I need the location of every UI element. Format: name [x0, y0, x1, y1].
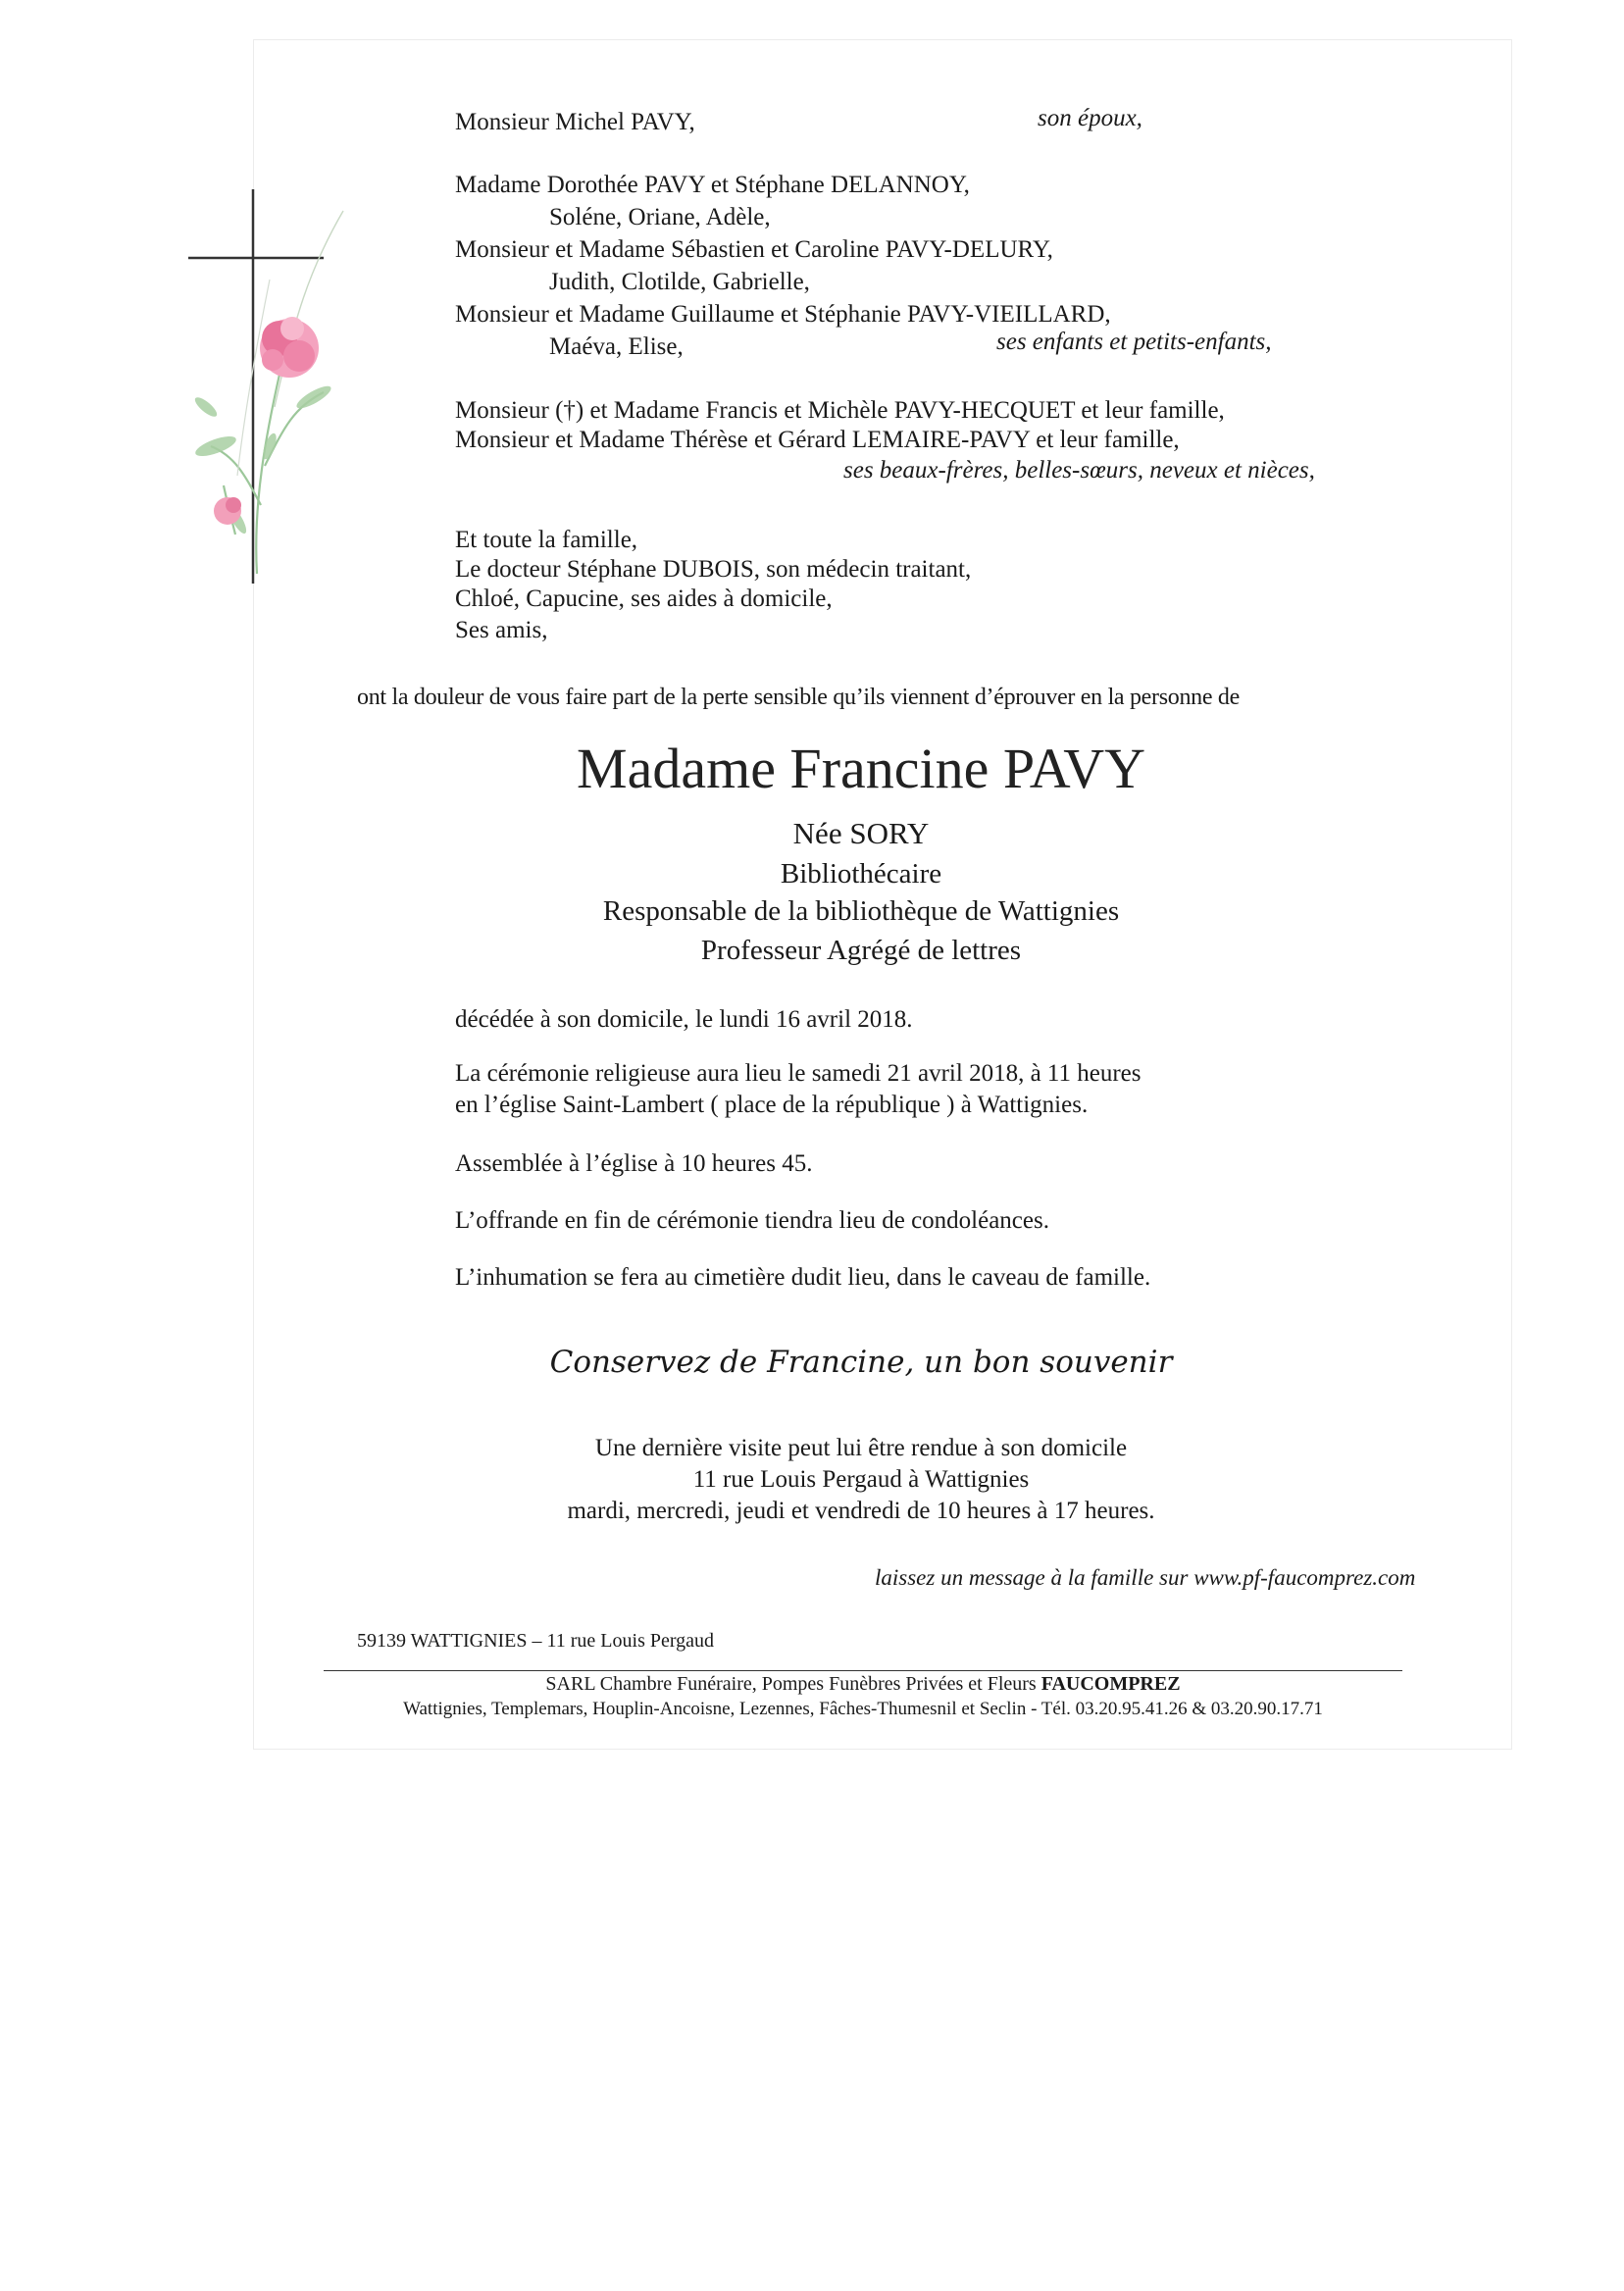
flower-bud-icon — [214, 497, 241, 525]
others-line: Et toute la famille, — [455, 527, 638, 553]
inlaw-line: Monsieur et Madame Thérèse et Gérard LEMAIRE-PAVY et leur famille, — [455, 427, 1180, 453]
inlaws-relation: ses beaux-frères, belles-sœurs, neveux et nièces, — [843, 457, 1315, 484]
child-line: Madame Dorothée PAVY et Stéphane DELANNOY, — [455, 172, 970, 198]
others-line: Ses amis, — [455, 617, 548, 643]
address-text: 59139 WATTIGNIES – 11 rue Louis Pergaud — [357, 1630, 715, 1652]
death-date-text: décédée à son domicile, le lundi 16 avril 2018. — [455, 1006, 913, 1033]
inlaw-line: Monsieur (†) et Madame Francis et Michèle PAVY-HECQUET et leur famille, — [455, 397, 1225, 424]
grandchildren-line: Maéva, Elise, — [549, 333, 684, 360]
visit-line: Une dernière visite peut lui être rendue à son domicile — [594, 1435, 1128, 1461]
footer-company-name: FAUCOMPREZ — [1040, 1673, 1181, 1695]
assembly-text: Assemblée à l’église à 10 heures 45. — [455, 1150, 813, 1177]
message-link[interactable]: laissez un message à la famille sur www.pf-faucomprez.com — [875, 1565, 1416, 1590]
children-relation: ses enfants et petits-enfants, — [996, 329, 1272, 355]
footer-company-prefix: SARL Chambre Funéraire, Pompes Funèbres Privées et Fleurs — [545, 1673, 1037, 1695]
footer-company — [324, 1671, 1402, 1697]
visit-hours: mardi, mercredi, jeudi et vendredi de 10 heures à 17 heures. — [567, 1498, 1155, 1524]
visit-address: 11 rue Louis Pergaud à Wattignies — [692, 1466, 1030, 1493]
deceased-title: Responsable de la bibliothèque de Wattignies — [602, 895, 1120, 927]
deceased-title: Bibliothécaire — [780, 858, 942, 890]
footer-towns: Wattignies, Templemars, Houplin-Ancoisne, Lezennes, Fâches-Thumesnil et Seclin - Tél. 03.20.95.41.26 & 03.20.90.17.71 — [403, 1699, 1323, 1719]
ceremony-text: La cérémonie religieuse aura lieu le samedi 21 avril 2018, à 11 heures — [455, 1060, 1142, 1087]
husband-name: Monsieur Michel PAVY, — [455, 109, 695, 135]
carnation-flower-icon — [260, 317, 319, 378]
memory-text: Conservez de Francine, un bon souvenir — [549, 1345, 1173, 1380]
child-line: Monsieur et Madame Sébastien et Caroline PAVY-DELURY, — [455, 236, 1053, 263]
offering-text: L’offrande en fin de cérémonie tiendra lieu de condoléances. — [455, 1207, 1049, 1234]
grandchildren-line: Judith, Clotilde, Gabrielle, — [549, 269, 810, 295]
others-line: Le docteur Stéphane DUBOIS, son médecin traitant, — [455, 556, 972, 583]
deceased-name: Madame Francine PAVY — [577, 737, 1145, 800]
burial-text: L’inhumation se fera au cimetière dudit lieu, dans le caveau de famille. — [455, 1264, 1151, 1291]
deceased-title: Professeur Agrégé de lettres — [700, 935, 1022, 966]
child-line: Monsieur et Madame Guillaume et Stéphanie PAVY-VIEILLARD, — [455, 301, 1111, 328]
cross-flower-decoration — [177, 181, 363, 593]
others-line: Chloé, Capucine, ses aides à domicile, — [455, 585, 833, 612]
ceremony-place-text: en l’église Saint-Lambert ( place de la république ) à Wattignies. — [455, 1092, 1089, 1118]
husband-relation: son époux, — [1038, 105, 1142, 131]
announcement-text: ont la douleur de vous faire part de la perte sensible qu’ils viennent d’éprouver en la personne de — [357, 685, 1240, 710]
grandchildren-line: Soléne, Oriane, Adèle, — [549, 204, 771, 230]
deceased-maiden-name: Née SORY — [792, 816, 930, 850]
